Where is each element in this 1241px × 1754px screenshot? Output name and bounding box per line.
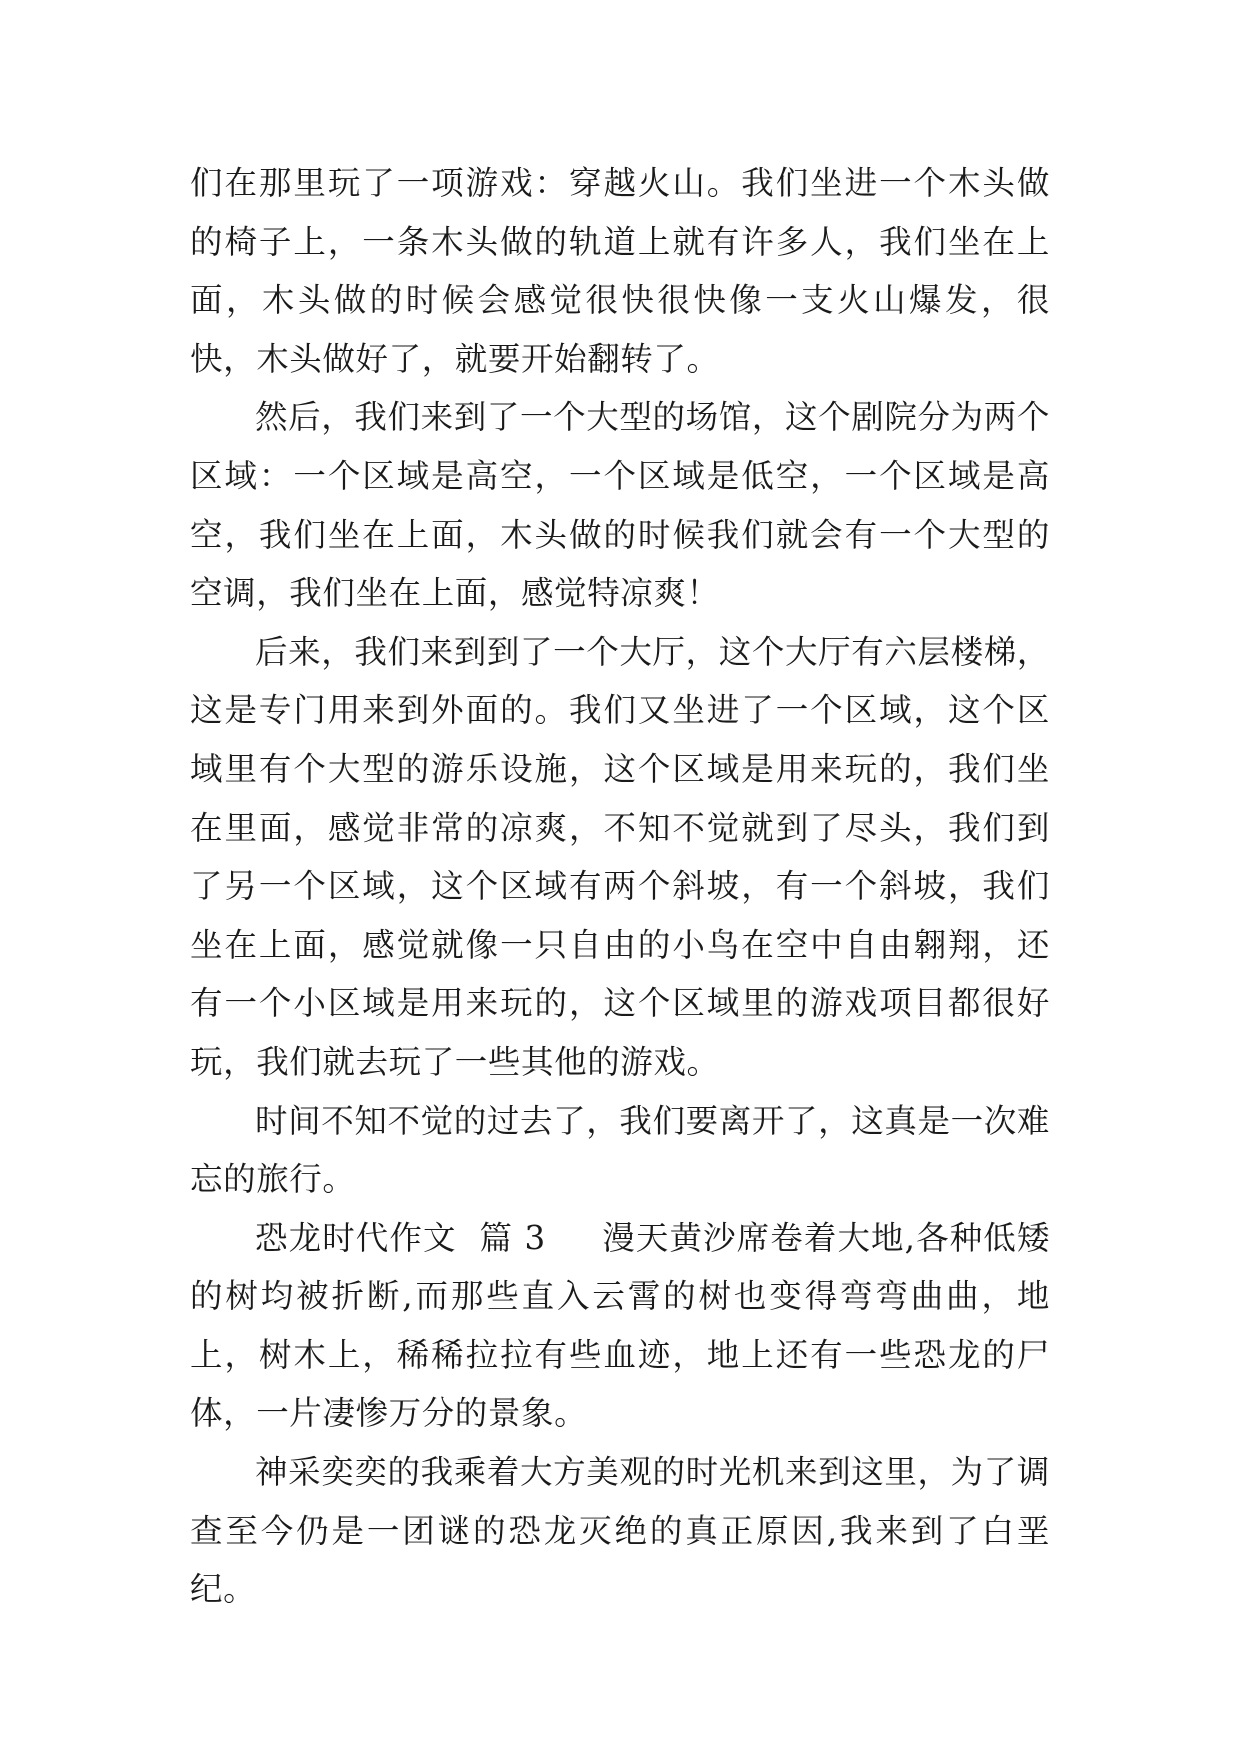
paragraph-2: 然后，我们来到了一个大型的场馆，这个剧院分为两个区域：一个区域是高空，一个区域是低空，一个区域是高空，我们坐在上面，木头做的时候我们就会有一个大型的空调，我们坐在上面，感觉特凉爽！	[190, 398, 1050, 613]
paragraph-4: 时间不知不觉的过去了，我们要离开了，这真是一次难忘的旅行。	[190, 1101, 1050, 1199]
document-body	[190, 154, 1050, 1619]
paragraph-1: 们在那里玩了一项游戏：穿越火山。我们坐进一个木头做的椅子上，一条木头做的轨道上就有许多人，我们坐在上面，木头做的时候会感觉很快很快像一支火山爆发，很快，木头做好了，就要开始翻转了。	[190, 164, 1050, 378]
paragraph-5	[190, 1209, 1050, 1443]
paragraph-5-text: 漫天黄沙席卷着大地,各种低矮的树均被折断,而那些直入云霄的树也变得弯弯曲曲，地上，树木上，稀稀拉拉有些血迹，地上还有一些恐龙的尸体，一片凄惨万分的景象。	[190, 1218, 1050, 1433]
paragraph-6: 神采奕奕的我乘着大方美观的时光机来到这里，为了调查至今仍是一团谜的恐龙灭绝的真正原因,我来到了白垩纪。	[190, 1453, 1050, 1609]
paragraph-3: 后来，我们来到到了一个大厅，这个大厅有六层楼梯，这是专门用来到外面的。我们又坐进了一个区域，这个区域里有个大型的游乐设施，这个区域是用来玩的，我们坐在里面，感觉非常的凉爽，不知不觉就到了尽头，我们到了另一个区域，这个区域有两个斜坡，有一个斜坡，我们坐在上面，感觉就像一只自由的小鸟在空中自由翱翔，还有一个小区域是用来玩的，这个区域里的游戏项目都很好玩，我们就去玩了一些其他的游戏。	[190, 632, 1050, 1081]
section-heading: 恐龙时代作文 篇 3	[255, 1218, 546, 1257]
